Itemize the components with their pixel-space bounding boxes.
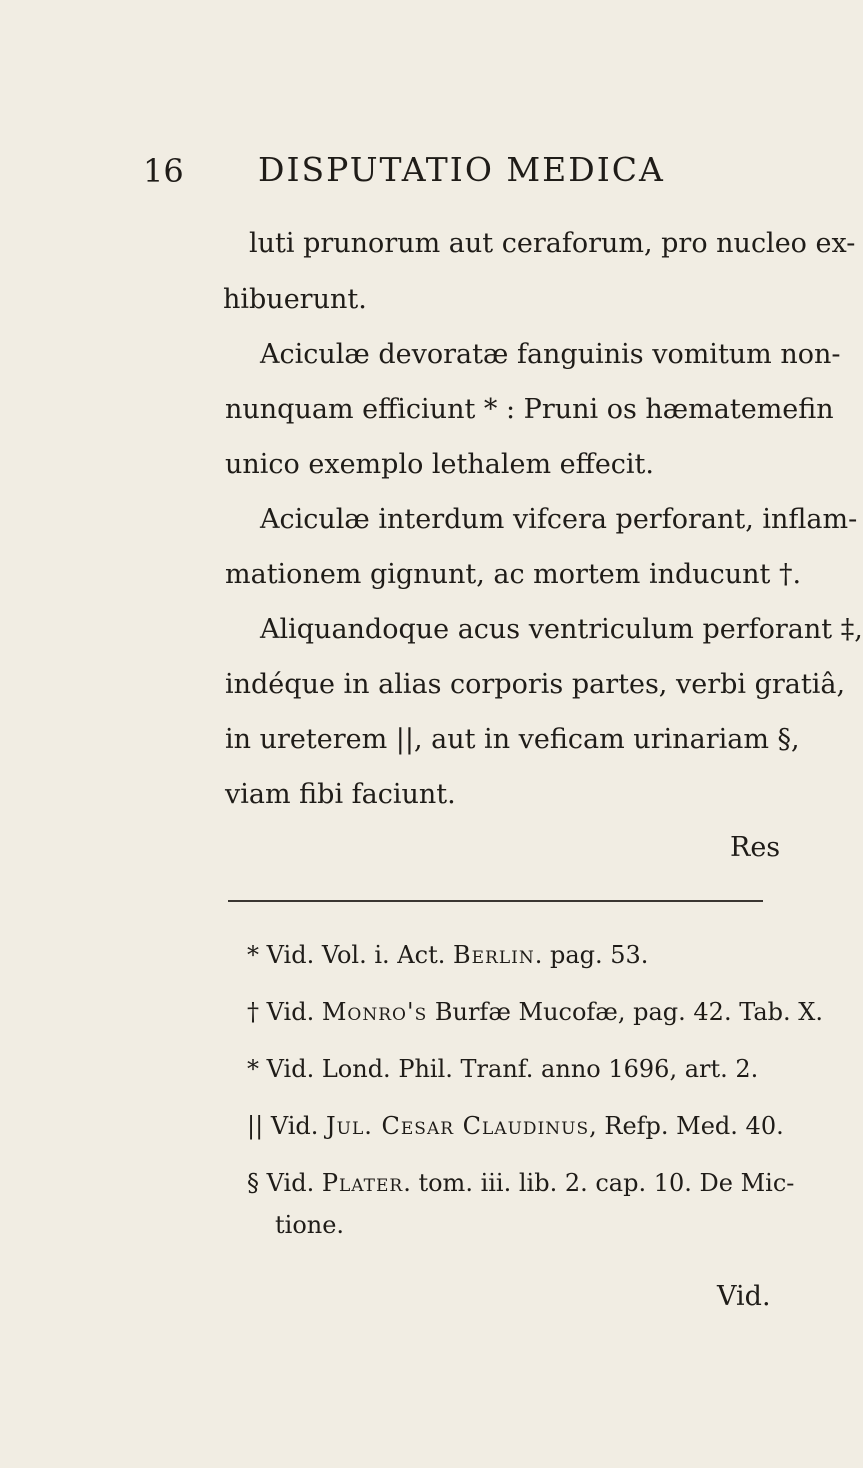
footnote-text: , Refp. Med. 40. xyxy=(589,1112,784,1140)
running-head: DISPUTATIO MEDICA xyxy=(258,150,665,189)
footnote-text: . tom. iii. lib. 2. cap. 10. De Mic- xyxy=(403,1169,795,1197)
body-line: luti prunorum aut ceraforum, pro nucleo ex- xyxy=(249,228,856,259)
footnote-text: Vid. xyxy=(270,1112,327,1140)
catchword-bottom: Vid. xyxy=(717,1281,771,1312)
footnote-mark: || xyxy=(247,1112,264,1140)
body-line: indéque in alias corporis partes, verbi gratiâ, xyxy=(225,669,846,700)
body-line: nunquam efficiunt * : Pruni os hæmatemefin xyxy=(225,394,834,425)
footnote xyxy=(247,941,648,969)
footnote xyxy=(247,998,823,1026)
body-line: in ureterem ||, aut in veficam urinariam §, xyxy=(225,724,800,755)
footnote-rule xyxy=(228,900,763,902)
footnote xyxy=(247,1055,758,1083)
footnote-text: Burfæ Mucofæ, pag. 42. Tab. X. xyxy=(427,998,823,1026)
body-line: Aciculæ devoratæ fanguinis vomitum non- xyxy=(260,339,841,370)
body-line: hibuerunt. xyxy=(223,284,367,315)
footnote xyxy=(247,1169,794,1197)
footnote xyxy=(247,1112,784,1140)
body-line: viam fibi faciunt. xyxy=(225,779,456,810)
body-line: unico exemplo lethalem effecit. xyxy=(225,449,654,480)
footnote-text: Vid. Lond. Phil. Tranf. anno 1696, art. 2. xyxy=(266,1055,759,1083)
footnote-continuation xyxy=(275,1211,344,1239)
footnote-smallcaps: Plater xyxy=(321,1169,404,1197)
footnote-mark: * xyxy=(247,941,259,969)
footnote-text: . pag. 53. xyxy=(534,941,649,969)
page-number: 16 xyxy=(143,152,184,190)
body-line: Aciculæ interdum vifcera perforant, inflam- xyxy=(260,504,858,535)
footnote-text: Vid. Vol. i. Act. xyxy=(266,941,453,969)
footnote-smallcaps: Monro's xyxy=(321,998,428,1026)
body-line: mationem gignunt, ac mortem inducunt †. xyxy=(225,559,802,590)
footnote-smallcaps: Jul. Cesar Claudinus xyxy=(326,1112,590,1140)
footnote-mark: § xyxy=(247,1169,259,1197)
footnote-text: tione. xyxy=(275,1211,345,1239)
footnote-text: Vid. xyxy=(266,998,322,1026)
body-line: Aliquandoque acus ventriculum perforant ‡, xyxy=(260,614,863,645)
catchword-top: Res xyxy=(730,832,781,863)
footnote-text: Vid. xyxy=(266,1169,322,1197)
footnote-smallcaps: Berlin xyxy=(452,941,535,969)
footnote-mark: † xyxy=(247,998,259,1026)
footnote-mark: * xyxy=(247,1055,259,1083)
